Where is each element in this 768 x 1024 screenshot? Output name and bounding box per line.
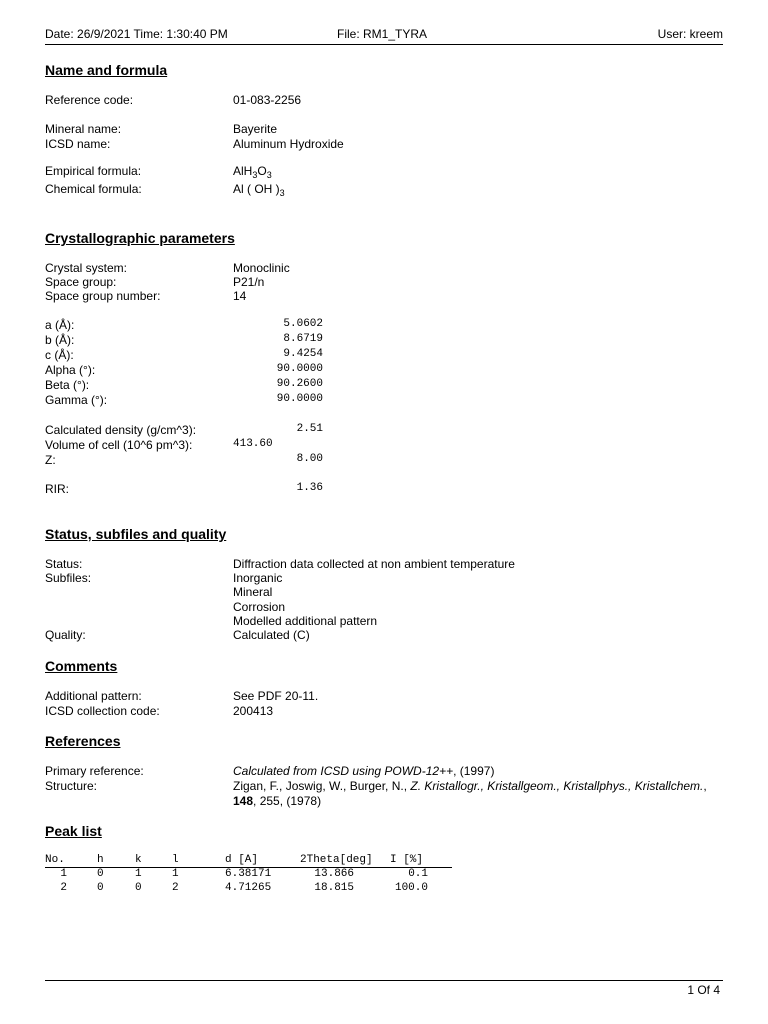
additional-pattern-label: Additional pattern: — [45, 689, 142, 703]
peak-cell: 1 — [172, 868, 179, 880]
section-references-title: References — [45, 733, 121, 749]
rir-value: 1.36 — [296, 482, 323, 494]
peak-cell: 2 — [172, 882, 179, 894]
primary-reference-value: Calculated from ICSD using POWD-12++, (1997) — [233, 764, 495, 778]
empirical-formula-row — [45, 164, 723, 179]
peak-header-2theta: 2Theta[deg] — [300, 854, 373, 866]
mineral-name-row — [45, 122, 723, 137]
primary-reference-label: Primary reference: — [45, 764, 144, 778]
status-label: Status: — [45, 557, 83, 571]
volume-value: 413.60 — [233, 438, 273, 450]
reference-code-label: Reference code: — [45, 93, 134, 107]
volume-label: Volume of cell (10^6 pm^3): — [45, 438, 193, 452]
chemical-formula-row — [45, 182, 723, 197]
space-group-label: Space group: — [45, 275, 117, 289]
peak-cell: 0 — [97, 882, 104, 894]
peak-cell: 100.0 — [394, 882, 428, 894]
z-label: Z: — [45, 453, 56, 467]
peak-header-intensity: I [%] — [390, 854, 424, 866]
a-label: a (Å): — [45, 318, 75, 332]
mineral-name-label: Mineral name: — [45, 122, 122, 136]
peak-header-h: h — [97, 854, 104, 866]
primary-reference-row — [45, 764, 723, 779]
gamma-value: 90.0000 — [276, 393, 323, 405]
section-cryst-title: Crystallographic parameters — [45, 230, 235, 246]
rir-row — [45, 482, 723, 497]
gamma-label: Gamma (°): — [45, 393, 108, 407]
crystal-system-value: Monoclinic — [233, 261, 290, 275]
z-row — [45, 453, 723, 468]
peak-cell: 0.1 — [408, 868, 428, 880]
a-value: 5.0602 — [283, 318, 323, 330]
icsd-code-label: ICSD collection code: — [45, 704, 160, 718]
peak-header-l: l — [172, 854, 179, 866]
empirical-formula-value: $AlH_3O_3$ — [233, 164, 272, 180]
icsd-name-value: Aluminum Hydroxide — [233, 137, 344, 151]
gamma-row — [45, 393, 723, 408]
header-rule — [45, 44, 723, 45]
section-status-title: Status, subfiles and quality — [45, 526, 227, 542]
peak-cell: 2 — [60, 882, 67, 894]
status-row — [45, 557, 723, 572]
quality-label: Quality: — [45, 628, 86, 642]
icsd-name-label: ICSD name: — [45, 137, 111, 151]
peak-cell: 1 — [135, 868, 142, 880]
beta-value: 90.2600 — [276, 378, 323, 390]
c-value: 9.4254 — [283, 348, 323, 360]
peak-cell: 0 — [135, 882, 142, 894]
subfiles-row-4 — [45, 614, 723, 629]
space-group-row — [45, 275, 723, 290]
c-row — [45, 348, 723, 363]
peak-header-d: d [A] — [225, 854, 259, 866]
peak-cell: 4.71265 — [225, 882, 272, 894]
header-user: User: kreem — [657, 27, 723, 41]
beta-label: Beta (°): — [45, 378, 90, 392]
chemical-formula-label: Chemical formula: — [45, 182, 142, 196]
b-row — [45, 333, 723, 348]
section-comments-title: Comments — [45, 658, 118, 674]
alpha-row — [45, 363, 723, 378]
space-group-number-row — [45, 289, 723, 304]
alpha-label: Alpha (°): — [45, 363, 96, 377]
page-number: 1 Of 4 — [687, 983, 720, 997]
header-file: File: RM1_TYRA — [337, 27, 428, 41]
icsd-code-value: 200413 — [233, 704, 274, 718]
structure-reference-value: Zigan, F., Joswig, W., Burger, N., Z. Kristallogr., Kristallgeom., Kristallphys., Kristallchem., 148, 255, (1978) — [233, 779, 707, 808]
chemical-formula-value: Al ( OH )$_3$ — [233, 182, 285, 198]
rir-label: RIR: — [45, 482, 69, 496]
peak-cell: 18.815 — [314, 882, 354, 894]
subfiles-row-2 — [45, 585, 723, 600]
quality-value: Calculated (C) — [233, 628, 310, 642]
alpha-value: 90.0000 — [276, 363, 323, 375]
subfile-item: Modelled additional pattern — [233, 614, 378, 628]
additional-pattern-value: See PDF 20-11. — [233, 689, 319, 703]
z-value: 8.00 — [296, 453, 323, 465]
header-date-time: Date: 26/9/2021 Time: 1:30:40 PM — [45, 27, 228, 41]
density-row — [45, 423, 723, 438]
volume-row — [45, 438, 723, 453]
subfile-item: Mineral — [233, 585, 273, 599]
subfiles-row — [45, 571, 723, 586]
structure-reference-label: Structure: — [45, 779, 98, 793]
subfile-item: Corrosion — [233, 600, 286, 614]
space-group-number-label: Space group number: — [45, 289, 161, 303]
status-value: Diffraction data collected at non ambient temperature — [233, 557, 515, 571]
a-row — [45, 318, 723, 333]
b-value: 8.6719 — [283, 333, 323, 345]
peak-header-no: No. — [45, 854, 65, 866]
quality-row — [45, 628, 723, 643]
peak-cell: 1 — [60, 868, 67, 880]
b-label: b (Å): — [45, 333, 75, 347]
crystal-system-label: Crystal system: — [45, 261, 128, 275]
c-label: c (Å): — [45, 348, 74, 362]
reference-code-value: 01-083-2256 — [233, 93, 302, 107]
density-value: 2.51 — [296, 423, 323, 435]
footer-rule — [45, 980, 723, 981]
space-group-value: P21/n — [233, 275, 265, 289]
icsd-name-row — [45, 137, 723, 152]
density-label: Calculated density (g/cm^3): — [45, 423, 197, 437]
peak-cell: 6.38171 — [225, 868, 272, 880]
section-name-formula-title: Name and formula — [45, 62, 168, 78]
peak-header-k: k — [135, 854, 142, 866]
mineral-name-value: Bayerite — [233, 122, 278, 136]
icsd-code-row — [45, 704, 723, 719]
space-group-number-value: 14 — [233, 289, 247, 303]
section-peaks-title: Peak list — [45, 823, 102, 839]
empirical-formula-label: Empirical formula: — [45, 164, 142, 178]
subfiles-label: Subfiles: — [45, 571, 92, 585]
additional-pattern-row — [45, 689, 723, 704]
subfile-item: Inorganic — [233, 571, 283, 585]
subfiles-row-3 — [45, 600, 723, 615]
structure-reference-row — [45, 779, 723, 808]
peak-cell: 13.866 — [314, 868, 354, 880]
peak-cell: 0 — [97, 868, 104, 880]
beta-row — [45, 378, 723, 393]
reference-code-row — [45, 93, 723, 108]
crystal-system-row — [45, 261, 723, 276]
